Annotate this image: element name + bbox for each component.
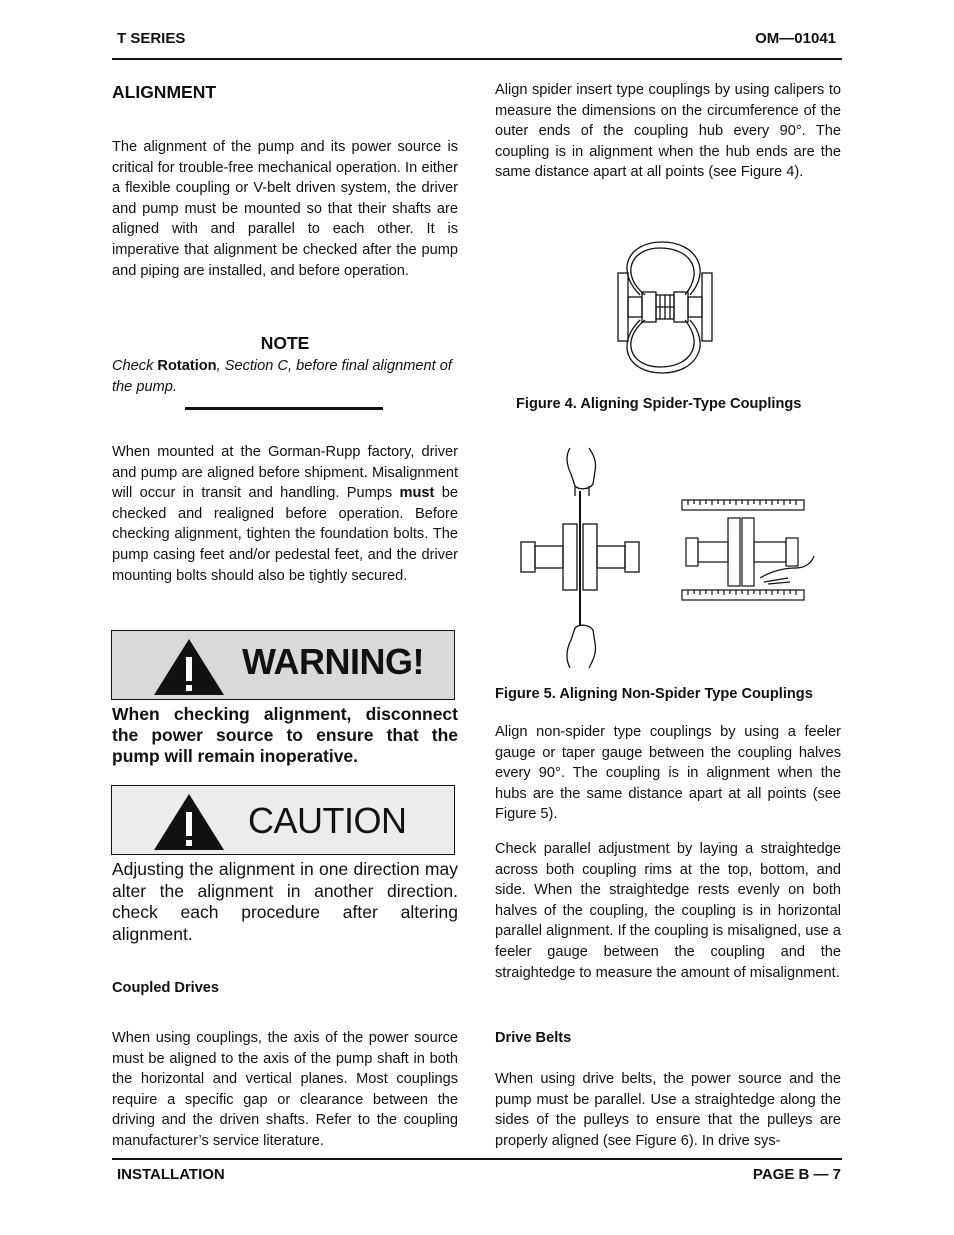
- header-doc-number: OM—01041: [755, 30, 836, 47]
- drive-belts-heading: Drive Belts: [495, 1030, 572, 1046]
- figure-5-straightedge-drawing: [678, 496, 818, 604]
- header-series: T SERIES: [117, 30, 186, 47]
- coupled-drives-paragraph: When using couplings, the axis of the power source must be aligned to the axis of the pump shaft in both the horizontal and vertical planes. Most couplings require a specific gap or clearance between the driving and the driven shafts. Refer to the coupling manufacturer’s service literature.: [112, 1030, 458, 1149]
- coupled-drives-heading: Coupled Drives: [112, 980, 220, 996]
- figure-5-feeler-gauge-drawing: [515, 446, 645, 671]
- alignment-paragraph: The alignment of the pump and its power source is critical for trouble-free mechanical operation. In either a flexible coupling or V-belt driven system, the driver and pump must be mounted so that their shafts are aligned with and parallel to each other. It is imperative that alignment be checked after the pump and piping are installed, and before operation.: [112, 139, 458, 279]
- drive-belts-paragraph: When using drive belts, the power source and the pump must be parallel. Use a straightedge along the sides of the pulleys to ensure that the pulleys are properly aligned (see Figure 6). In drive sys-: [495, 1071, 841, 1149]
- spider-coupling-paragraph: Align spider insert type couplings by using calipers to measure the dimensions on the circumference of the outer ends of the coupling hub every 90°. The coupling is in alignment when the hub ends are the same distance apart at all points (see Figure 4).: [495, 82, 841, 181]
- alignment-heading: ALIGNMENT: [112, 82, 217, 102]
- figure-5-caption: Figure 5. Aligning Non-Spider Type Couplings: [495, 686, 813, 702]
- caution-text: Adjusting the alignment in one direction may alter the alignment in another direction. check each procedure after altering alignment.: [112, 859, 458, 944]
- caution-label: CAUTION: [248, 800, 407, 841]
- parallel-adjustment-paragraph: Check parallel adjustment by laying a straightedge across both coupling rims at the top, bottom, and side. When the straightedge rests evenly on both halves of the coupling, the coupling is in horizontal parallel alignment. If the coupling is misaligned, use a feeler gauge between the coupling and the straightedge to measure the amount of misalignment.: [495, 841, 841, 981]
- footer-section: INSTALLATION: [117, 1166, 225, 1183]
- note-heading: NOTE: [260, 333, 310, 353]
- figure-4-spider-coupling-drawing: [600, 240, 730, 375]
- figure-4-caption: Figure 4. Aligning Spider-Type Couplings: [516, 396, 802, 412]
- non-spider-coupling-paragraph: Align non-spider type couplings by using a feeler gauge or taper gauge between the coupling halves every 90°. The coupling is in alignment when the hubs are the same distance apart at all points (see Figure 5).: [495, 724, 841, 823]
- footer-rule: [112, 1158, 842, 1160]
- caution-triangle-icon: [152, 792, 226, 852]
- note-rule: [185, 407, 383, 410]
- warning-triangle-icon: [152, 637, 226, 697]
- note-text: Check Rotation, Section C, before final alignment of the pump.: [112, 358, 452, 395]
- warning-banner: [111, 630, 455, 700]
- header-rule: [112, 58, 842, 60]
- footer-page-number: PAGE B — 7: [752, 1166, 841, 1183]
- caution-banner: [111, 785, 455, 855]
- factory-mounted-paragraph: When mounted at the Gorman-Rupp factory, driver and pump are aligned before shipment. Misalignment will occur in transit and handling. Pumps must be checked and realigned before operation. Before checking alignment, tighten the foundation bolts. The pump casing feet and/or pedestal feet, and the driver mounting bolts should also be tightly secured.: [112, 444, 458, 584]
- warning-text: When checking alignment, disconnect the power source to ensure that the pump will remain inoperative.: [112, 704, 458, 766]
- warning-label: WARNING!: [242, 641, 424, 682]
